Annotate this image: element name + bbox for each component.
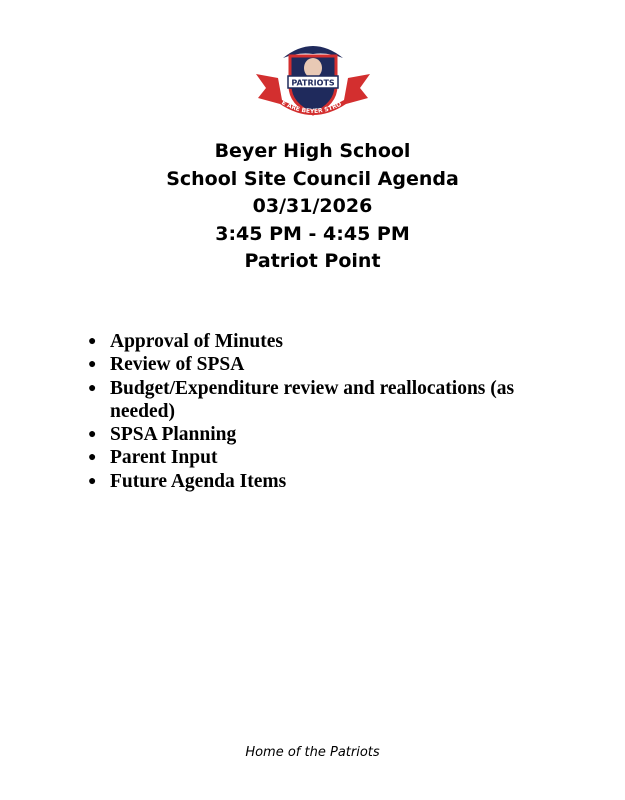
agenda-list [88, 330, 558, 493]
agenda-item [88, 353, 558, 376]
meeting-location: Patriot Point [244, 250, 381, 272]
agenda-item [88, 446, 558, 469]
bullet-icon: ● [88, 450, 97, 466]
school-logo [248, 34, 378, 124]
bullet-icon: ● [88, 427, 97, 443]
agenda-item-text: Review of SPSA [110, 354, 245, 376]
agenda-title: School Site Council Agenda [166, 167, 459, 190]
meeting-time: 3:45 PM - 4:45 PM [215, 222, 410, 245]
agenda-item-text: Budget/Expenditure review and reallocations (as needed) [110, 377, 515, 422]
bullet-icon: ● [88, 473, 97, 489]
meeting-date: 03/31/2026 [252, 195, 373, 217]
agenda-item-text: SPSA Planning [110, 424, 237, 446]
bullet-icon: ● [88, 334, 97, 349]
agenda-item-text: Approval of Minutes [110, 331, 283, 352]
logo-banner-text: E ARE BEYER STRO [280, 99, 343, 116]
agenda-item [88, 330, 558, 353]
agenda-item [88, 377, 558, 424]
school-name: Beyer High School [214, 140, 411, 162]
agenda-item [88, 470, 558, 493]
agenda-item-text: Future Agenda Items [110, 470, 287, 492]
bullet-icon: ● [88, 380, 97, 396]
agenda-header [0, 138, 625, 276]
patriot-mascot-icon [248, 34, 378, 124]
bullet-icon: ● [88, 357, 97, 373]
logo-wordmark: PATRIOTS [291, 78, 335, 88]
footer-tagline: Home of the Patriots [245, 745, 380, 760]
agenda-item [88, 423, 558, 446]
agenda-item-text: Parent Input [110, 447, 218, 469]
